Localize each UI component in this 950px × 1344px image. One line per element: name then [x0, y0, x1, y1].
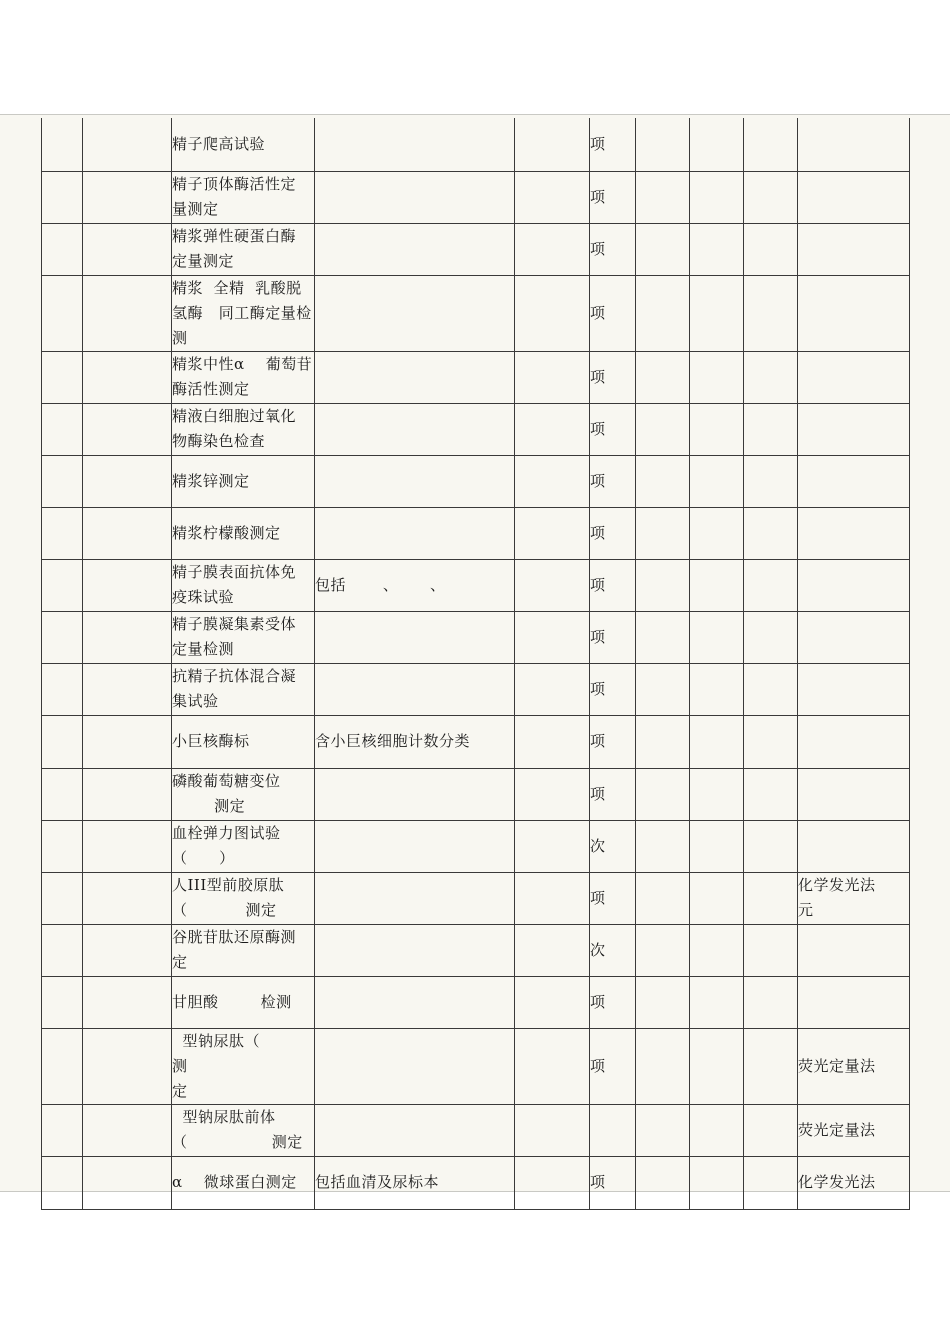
price-cell	[744, 403, 798, 455]
seq-cell	[42, 976, 83, 1028]
price-cell	[744, 611, 798, 663]
content-cell	[315, 171, 515, 223]
price-cell	[636, 611, 690, 663]
fee-table	[41, 118, 910, 1210]
price-cell	[636, 1104, 690, 1156]
unit-cell: 项	[590, 872, 636, 924]
item-name-cell: α 微球蛋白测定	[172, 1156, 315, 1209]
price-cell	[690, 455, 744, 507]
seq-cell	[42, 924, 83, 976]
seq-cell	[42, 1156, 83, 1209]
price-cell	[636, 976, 690, 1028]
price-cell	[636, 351, 690, 403]
content-cell	[315, 118, 515, 171]
unit-cell: 项	[590, 715, 636, 768]
unit-cell: 项	[590, 171, 636, 223]
price-cell	[744, 715, 798, 768]
price-cell	[744, 455, 798, 507]
item-name-cell: 谷胱苷肽还原酶测 定	[172, 924, 315, 976]
price-cell	[690, 351, 744, 403]
price-cell	[744, 1104, 798, 1156]
code-cell	[83, 507, 172, 559]
price-cell	[744, 118, 798, 171]
content-cell	[315, 351, 515, 403]
seq-cell	[42, 223, 83, 275]
price-cell	[690, 611, 744, 663]
item-name-cell: 精液白细胞过氧化 物酶染色检查	[172, 403, 315, 455]
price-cell	[744, 507, 798, 559]
exclusion-cell	[515, 118, 590, 171]
price-cell	[744, 924, 798, 976]
seq-cell	[42, 403, 83, 455]
item-name-cell: 磷酸葡萄糖变位 测定	[172, 768, 315, 820]
code-cell	[83, 611, 172, 663]
seq-cell	[42, 768, 83, 820]
item-name-cell: 精浆 全精 乳酸脱 氢酶 同工酶定量检 测	[172, 275, 315, 351]
content-cell	[315, 507, 515, 559]
item-name-cell: 小巨核酶标	[172, 715, 315, 768]
seq-cell	[42, 351, 83, 403]
content-cell	[315, 455, 515, 507]
item-name-cell: 精浆锌测定	[172, 455, 315, 507]
remark-cell	[798, 663, 910, 715]
unit-cell: 项	[590, 455, 636, 507]
table-row	[42, 118, 910, 171]
item-name-cell: 抗精子抗体混合凝 集试验	[172, 663, 315, 715]
exclusion-cell	[515, 976, 590, 1028]
remark-cell: 化学发光法 元	[798, 872, 910, 924]
item-name-cell: 型钠尿肽前体 （ 测定	[172, 1104, 315, 1156]
exclusion-cell	[515, 611, 590, 663]
price-cell	[690, 663, 744, 715]
unit-cell: 次	[590, 924, 636, 976]
content-cell	[315, 820, 515, 872]
table-row	[42, 455, 910, 507]
table-row	[42, 403, 910, 455]
exclusion-cell	[515, 275, 590, 351]
price-cell	[744, 1156, 798, 1209]
seq-cell	[42, 872, 83, 924]
item-name-cell: 血栓弹力图试验 （ ）	[172, 820, 315, 872]
unit-cell: 项	[590, 403, 636, 455]
price-cell	[636, 118, 690, 171]
table-row	[42, 1028, 910, 1104]
price-cell	[744, 768, 798, 820]
table-row	[42, 611, 910, 663]
item-name-cell: 精子顶体酶活性定 量测定	[172, 171, 315, 223]
price-cell	[636, 171, 690, 223]
price-cell	[744, 559, 798, 611]
exclusion-cell	[515, 872, 590, 924]
exclusion-cell	[515, 223, 590, 275]
code-cell	[83, 403, 172, 455]
table-row	[42, 872, 910, 924]
price-cell	[690, 507, 744, 559]
seq-cell	[42, 1028, 83, 1104]
table-row	[42, 820, 910, 872]
remark-cell	[798, 275, 910, 351]
code-cell	[83, 1028, 172, 1104]
unit-cell: 项	[590, 118, 636, 171]
price-cell	[636, 275, 690, 351]
seq-cell	[42, 1104, 83, 1156]
content-cell	[315, 1028, 515, 1104]
unit-cell: 项	[590, 275, 636, 351]
price-cell	[744, 171, 798, 223]
exclusion-cell	[515, 1104, 590, 1156]
code-cell	[83, 1104, 172, 1156]
item-name-cell: 精浆弹性硬蛋白酶 定量测定	[172, 223, 315, 275]
price-cell	[690, 924, 744, 976]
content-cell: 包括血清及尿标本	[315, 1156, 515, 1209]
table-row	[42, 768, 910, 820]
price-cell	[636, 768, 690, 820]
exclusion-cell	[515, 663, 590, 715]
price-cell	[636, 820, 690, 872]
remark-cell	[798, 403, 910, 455]
price-cell	[744, 223, 798, 275]
content-cell	[315, 663, 515, 715]
exclusion-cell	[515, 924, 590, 976]
code-cell	[83, 118, 172, 171]
content-cell	[315, 403, 515, 455]
seq-cell	[42, 663, 83, 715]
exclusion-cell	[515, 403, 590, 455]
content-cell	[315, 223, 515, 275]
seq-cell	[42, 611, 83, 663]
content-cell	[315, 872, 515, 924]
remark-cell	[798, 351, 910, 403]
unit-cell: 项	[590, 768, 636, 820]
exclusion-cell	[515, 559, 590, 611]
item-name-cell: 精子膜凝集素受体 定量检测	[172, 611, 315, 663]
remark-cell	[798, 715, 910, 768]
seq-cell	[42, 455, 83, 507]
remark-cell	[798, 611, 910, 663]
price-cell	[690, 559, 744, 611]
unit-cell: 次	[590, 820, 636, 872]
price-cell	[636, 924, 690, 976]
table-row	[42, 924, 910, 976]
exclusion-cell	[515, 1156, 590, 1209]
remark-cell	[798, 455, 910, 507]
price-cell	[690, 171, 744, 223]
exclusion-cell	[515, 455, 590, 507]
price-cell	[744, 872, 798, 924]
price-cell	[636, 1028, 690, 1104]
price-cell	[636, 559, 690, 611]
item-name-cell: 型钠尿肽（ 测 定	[172, 1028, 315, 1104]
price-cell	[744, 663, 798, 715]
table-row	[42, 507, 910, 559]
price-cell	[690, 1028, 744, 1104]
table-row	[42, 663, 910, 715]
item-name-cell: 精子膜表面抗体免 疫珠试验	[172, 559, 315, 611]
remark-cell	[798, 768, 910, 820]
price-cell	[744, 820, 798, 872]
item-name-cell: 精浆中性α 葡萄苷 酶活性测定	[172, 351, 315, 403]
exclusion-cell	[515, 768, 590, 820]
remark-cell: 化学发光法	[798, 1156, 910, 1209]
code-cell	[83, 715, 172, 768]
code-cell	[83, 663, 172, 715]
exclusion-cell	[515, 351, 590, 403]
content-cell: 包括 、 、	[315, 559, 515, 611]
code-cell	[83, 351, 172, 403]
price-cell	[690, 1104, 744, 1156]
remark-cell: 荧光定量法	[798, 1028, 910, 1104]
remark-cell	[798, 507, 910, 559]
item-name-cell: 甘胆酸 检测	[172, 976, 315, 1028]
price-cell	[636, 403, 690, 455]
price-cell	[636, 663, 690, 715]
seq-cell	[42, 171, 83, 223]
unit-cell: 项	[590, 507, 636, 559]
unit-cell: 项	[590, 976, 636, 1028]
code-cell	[83, 924, 172, 976]
price-cell	[636, 715, 690, 768]
remark-cell: 荧光定量法	[798, 1104, 910, 1156]
item-name-cell: 精浆柠檬酸测定	[172, 507, 315, 559]
price-cell	[690, 403, 744, 455]
content-cell	[315, 275, 515, 351]
price-cell	[690, 1156, 744, 1209]
exclusion-cell	[515, 715, 590, 768]
exclusion-cell	[515, 820, 590, 872]
code-cell	[83, 559, 172, 611]
code-cell	[83, 768, 172, 820]
seq-cell	[42, 715, 83, 768]
code-cell	[83, 976, 172, 1028]
code-cell	[83, 820, 172, 872]
code-cell	[83, 171, 172, 223]
price-cell	[690, 820, 744, 872]
content-cell	[315, 1104, 515, 1156]
remark-cell	[798, 118, 910, 171]
price-cell	[690, 275, 744, 351]
unit-cell: 项	[590, 559, 636, 611]
table-row	[42, 976, 910, 1028]
content-cell	[315, 924, 515, 976]
price-cell	[744, 1028, 798, 1104]
table-row	[42, 275, 910, 351]
price-cell	[636, 455, 690, 507]
content-cell	[315, 611, 515, 663]
price-cell	[690, 872, 744, 924]
code-cell	[83, 223, 172, 275]
seq-cell	[42, 118, 83, 171]
code-cell	[83, 872, 172, 924]
table-row	[42, 351, 910, 403]
item-name-cell: 人III型前胶原肽 （ 测定	[172, 872, 315, 924]
remark-cell	[798, 820, 910, 872]
remark-cell	[798, 976, 910, 1028]
seq-cell	[42, 507, 83, 559]
remark-cell	[798, 924, 910, 976]
unit-cell: 项	[590, 351, 636, 403]
exclusion-cell	[515, 1028, 590, 1104]
price-cell	[690, 976, 744, 1028]
price-cell	[690, 715, 744, 768]
unit-cell: 项	[590, 663, 636, 715]
price-cell	[690, 118, 744, 171]
code-cell	[83, 1156, 172, 1209]
seq-cell	[42, 820, 83, 872]
unit-cell: 项	[590, 1156, 636, 1209]
price-cell	[744, 351, 798, 403]
table-row	[42, 1104, 910, 1156]
exclusion-cell	[515, 171, 590, 223]
price-cell	[744, 976, 798, 1028]
price-cell	[636, 872, 690, 924]
code-cell	[83, 275, 172, 351]
table-row	[42, 1156, 910, 1209]
remark-cell	[798, 559, 910, 611]
seq-cell	[42, 559, 83, 611]
seq-cell	[42, 275, 83, 351]
price-cell	[690, 223, 744, 275]
unit-cell	[590, 1104, 636, 1156]
content-cell	[315, 976, 515, 1028]
item-name-cell: 精子爬高试验	[172, 118, 315, 171]
unit-cell: 项	[590, 1028, 636, 1104]
table-row	[42, 715, 910, 768]
remark-cell	[798, 223, 910, 275]
price-cell	[636, 507, 690, 559]
price-cell	[636, 1156, 690, 1209]
table-row	[42, 171, 910, 223]
table-row	[42, 559, 910, 611]
unit-cell: 项	[590, 611, 636, 663]
price-cell	[636, 223, 690, 275]
unit-cell: 项	[590, 223, 636, 275]
price-cell	[744, 275, 798, 351]
code-cell	[83, 455, 172, 507]
content-cell: 含小巨核细胞计数分类	[315, 715, 515, 768]
remark-cell	[798, 171, 910, 223]
content-cell	[315, 768, 515, 820]
price-cell	[690, 768, 744, 820]
table-row	[42, 223, 910, 275]
exclusion-cell	[515, 507, 590, 559]
